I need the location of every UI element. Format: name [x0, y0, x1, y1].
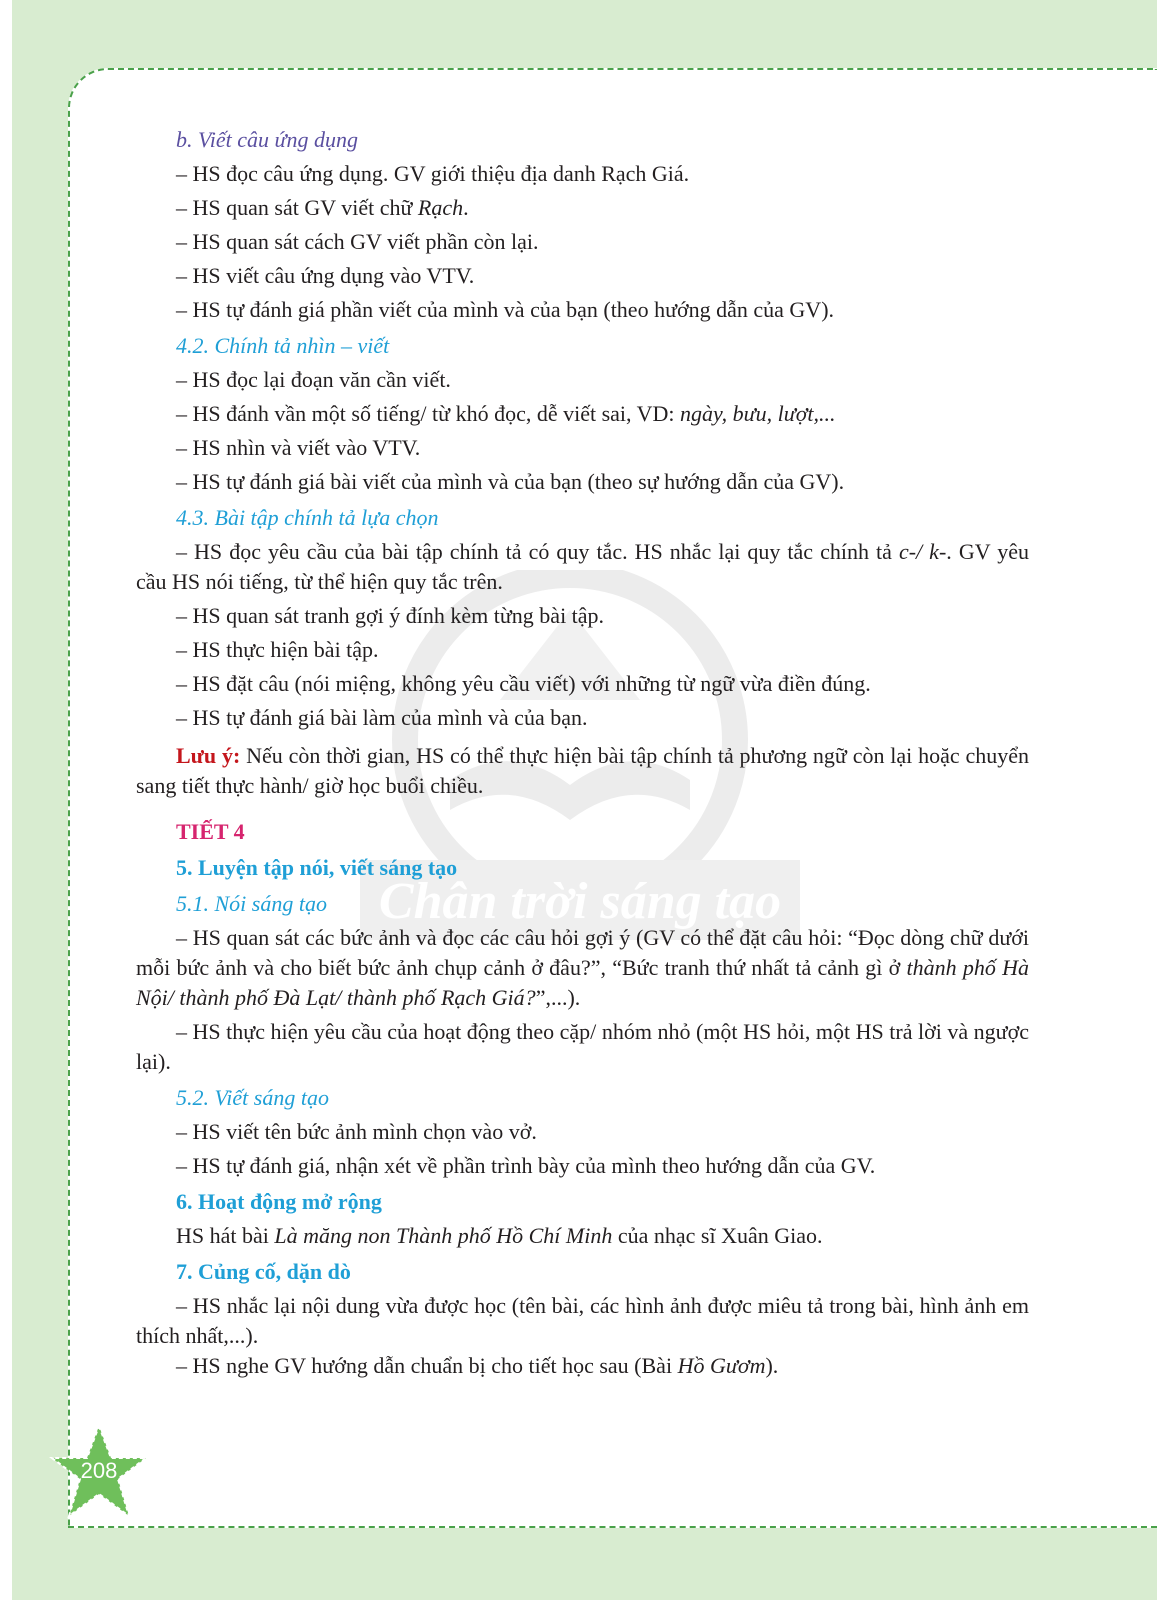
section-6-heading: 6. Hoạt động mở rộng: [176, 1189, 382, 1214]
list-item: – HS quan sát cách GV viết phần còn lại.: [176, 229, 539, 254]
paragraph: – HS thực hiện yêu cầu của hoạt động theo cặp/ nhóm nhỏ (một HS hỏi, một HS trả lời và ngược lại).: [136, 1019, 1029, 1074]
section-7-heading: 7. Củng cố, dặn dò: [176, 1259, 351, 1284]
note-paragraph: Lưu ý: Nếu còn thời gian, HS có thể thực hiện bài tập chính tả phương ngữ còn lại hoặc chuyển sang tiết thực hành/ giờ học buổi chiều.: [136, 743, 1030, 798]
list-item: – HS quan sát GV viết chữ Rạch.: [176, 195, 469, 220]
paragraph: – HS đọc yêu cầu của bài tập chính tả có quy tắc. HS nhắc lại quy tắc chính tả c-/ k-. GV yêu cầu HS nói tiếng, từ thể hiện quy tắc trên.: [136, 539, 1029, 594]
list-item: – HS nhìn và viết vào VTV.: [176, 435, 421, 460]
section-5-heading: 5. Luyện tập nói, viết sáng tạo: [176, 855, 458, 880]
paragraph: HS hát bài Là măng non Thành phố Hồ Chí Minh của nhạc sĩ Xuân Giao.: [176, 1223, 823, 1248]
left-margin-strip: [0, 0, 12, 1600]
list-item: – HS đánh vần một số tiếng/ từ khó đọc, dễ viết sai, VD: ngày, bưu, lượt,...: [176, 401, 836, 426]
list-item: – HS quan sát tranh gợi ý đính kèm từng bài tập.: [176, 603, 605, 628]
section-5-1-heading: 5.1. Nói sáng tạo: [176, 891, 327, 916]
list-item: – HS đặt câu (nói miệng, không yêu cầu viết) với những từ ngữ vừa điền đúng.: [176, 671, 871, 696]
paragraph: – HS quan sát các bức ảnh và đọc các câu hỏi gợi ý (GV có thể đặt câu hỏi: “Đọc dòng chữ dưới mỗi bức ảnh và cho biết bức ảnh chụp cảnh ở đâu?”, “Bức tranh thứ nhất tả cảnh gì ở thành phố Hà Nội/ thành phố Đà Lạt/ thành phố Rạch Giá?”,...).: [136, 925, 1029, 1010]
list-item: – HS tự đánh giá bài viết của mình và của bạn (theo sự hướng dẫn của GV).: [176, 469, 845, 494]
list-item: – HS viết tên bức ảnh mình chọn vào vở.: [176, 1119, 537, 1144]
list-item: – HS tự đánh giá bài làm của mình và của bạn.: [176, 705, 588, 730]
page-number: 208: [80, 1458, 118, 1483]
list-item: – HS viết câu ứng dụng vào VTV.: [176, 263, 475, 288]
note-label: Lưu ý:: [176, 743, 241, 768]
list-item: – HS đọc câu ứng dụng. GV giới thiệu địa danh Rạch Giá.: [176, 161, 690, 186]
list-item: – HS thực hiện bài tập.: [176, 637, 379, 662]
list-item: – HS nghe GV hướng dẫn chuẩn bị cho tiết học sau (Bài Hồ Gươm).: [176, 1353, 779, 1378]
lesson-period-heading: TIẾT 4: [176, 819, 245, 844]
section-4-2-heading: 4.2. Chính tả nhìn – viết: [176, 333, 390, 358]
paragraph: – HS nhắc lại nội dung vừa được học (tên bài, các hình ảnh được miêu tả trong bài, hình ảnh em thích nhất,...).: [136, 1293, 1029, 1348]
section-4-3-heading: 4.3. Bài tập chính tả lựa chọn: [176, 505, 439, 530]
list-item: – HS tự đánh giá phần viết của mình và của bạn (theo hướng dẫn của GV).: [176, 297, 835, 322]
main-content: [136, 125, 1029, 1381]
list-item: – HS đọc lại đoạn văn cần viết.: [176, 367, 451, 392]
list-item: – HS tự đánh giá, nhận xét về phần trình bày của mình theo hướng dẫn của GV.: [176, 1153, 876, 1178]
watermark-text: Chân trời sáng tạo: [378, 873, 782, 930]
section-b-heading: b. Viết câu ứng dụng: [176, 127, 359, 152]
section-5-2-heading: 5.2. Viết sáng tạo: [176, 1085, 329, 1110]
